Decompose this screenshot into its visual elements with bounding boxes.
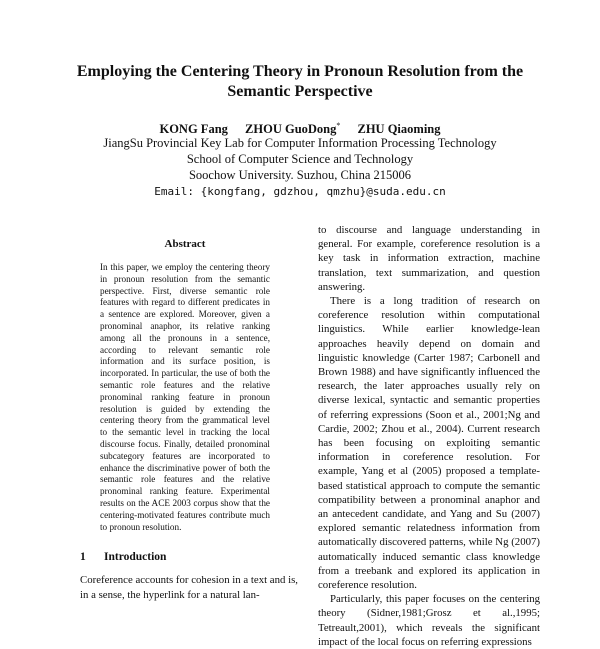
corresponding-mark: * [336, 121, 341, 130]
section-number: 1 [80, 551, 86, 563]
body-paragraph: Particularly, this paper focuses on the centering theory (Sidner,1981;Grosz et al.,1995; Tetreault,2001), which reveals the significant impact of the local focus on referring expressions [318, 593, 540, 648]
paper-title: Employing the Centering Theory in Pronoun Resolution from the Semantic Perspective [76, 63, 524, 100]
author-email: Email: {kongfang, gdzhou, qmzhu}@suda.edu.cn [154, 185, 446, 198]
affiliation-line: JiangSu Provincial Key Lab for Computer Information Processing Technology [103, 136, 497, 150]
abstract-heading: Abstract [164, 238, 206, 250]
author-block [60, 118, 540, 201]
affiliation-line: School of Computer Science and Technology [186, 152, 414, 166]
author-name: ZHU Qiaoming [357, 122, 441, 137]
affiliation-line: Soochow University. Suzhou, China 215006 [188, 168, 412, 182]
intro-paragraph: Coreference accounts for cohesion in a text and is, in a sense, the hyperlink for a natural lan- [80, 574, 298, 601]
body-paragraph: There is a long tradition of research on coreference resolution within computational linguistics. While earlier knowledge-lean approaches heavily depend on domain and linguistic knowledge (Carter 1987; Carbonell and Brown 1988) and have significantly influenced the research, the later approaches usually rely on diverse lexical, syntactic and semantic properties of referring expressions (Soon et al., 2001;Ng and Cardie, 2002; Zhou et al., 2004). Current research has been focusing on exploiting semantic information in coreference resolution. For example, Yang et al (2005) proposed a template-based statistical approach to compute the semantic compatibility between a pronominal anaphor and an antecedent candidate, and Yang and Su (2007) explored semantic relatedness information from automatically discovered patterns, while Ng (2007) automatically induced semantic class knowledge from a treebank and explored its application in coreference resolution. [318, 295, 540, 592]
author-names [60, 118, 540, 135]
abstract-text: In this paper, we employ the centering theory in pronoun resolution from the semantic perspective. First, diverse semantic role features with regard to different predicates in a sentence are explored. Moreover, given a pronominal anaphor, its relative ranking among all the pronouns in a sentence, according to relevant semantic role information and its surface position, is incorporated. In particular, the use of both the semantic role features and the relative pronominal ranking feature in pronoun resolution is guided by extending the centering theory from the grammatical level to the semantic level in tracking the local discourse focus. Finally, detailed pronominal subcategory features are incorporated to enhance the discriminative power of both the semantic role features and the relative pronominal ranking feature. Experimental results on the ACE 2003 corpus show that the centering-motivated features contribute much to pronoun resolution. [100, 262, 270, 532]
section-heading [80, 551, 300, 563]
author-name: KONG Fang [159, 122, 228, 137]
body-paragraph: to discourse and language understanding in general. For example, coreference resolution is a key task in information extraction, machine translation, text summarization, and question answering. [318, 224, 540, 293]
section-title: Introduction [104, 551, 167, 563]
author-name-text: ZHOU GuoDong [245, 122, 337, 137]
right-column [318, 223, 540, 648]
